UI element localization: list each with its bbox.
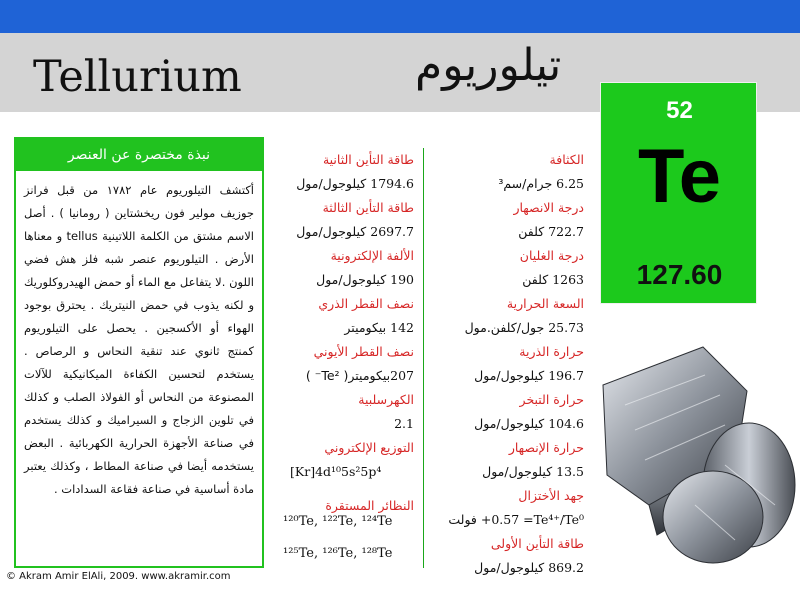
property-unit: جرام/سم³ bbox=[498, 176, 553, 191]
title-english: Tellurium bbox=[33, 52, 242, 102]
property-unit: فولت bbox=[448, 512, 477, 527]
property-value-row bbox=[432, 364, 584, 388]
top-bar bbox=[0, 0, 800, 33]
property-value: +0.57 =Te⁴⁺/Te⁰ bbox=[480, 512, 584, 527]
title-arabic: تيلوريوم bbox=[415, 40, 562, 91]
tellurium-sample-image bbox=[585, 335, 797, 585]
property-label: جهد الأختزال bbox=[518, 488, 584, 503]
property-value-row bbox=[432, 412, 584, 436]
summary-box bbox=[14, 137, 264, 568]
property-value-row bbox=[290, 220, 414, 244]
property-value: 190 bbox=[390, 272, 414, 287]
property-unit: كيلوجول/مول bbox=[482, 464, 553, 479]
property-value-row bbox=[432, 316, 584, 340]
property-value: 2697.7 bbox=[370, 224, 414, 239]
property-value-row bbox=[290, 364, 414, 388]
element-symbol: Te bbox=[637, 134, 722, 219]
property-label: نصف القطر الأيوني bbox=[313, 344, 414, 359]
electron-configuration: [Kr]4d¹⁰5s²5p⁴ bbox=[290, 464, 382, 479]
property-value-row bbox=[432, 268, 584, 292]
property-label: حرارة الإنصهار bbox=[508, 440, 584, 455]
property-label: التوزيع الإلكتروني bbox=[324, 440, 414, 455]
property-value: 1794.6 bbox=[370, 176, 414, 191]
property-value: 207 bbox=[390, 368, 414, 383]
property-label: حرارة التبخر bbox=[519, 392, 584, 407]
isotopes-row-2: ¹²⁵Te, ¹²⁶Te, ¹²⁸Te bbox=[283, 546, 393, 561]
property-value-row bbox=[290, 316, 414, 340]
property-label: طاقة التأين الأولى bbox=[490, 536, 584, 551]
property-label: الكثافة bbox=[549, 152, 584, 167]
property-value-row bbox=[432, 556, 584, 580]
property-value: 142 bbox=[390, 320, 414, 335]
property-label: درجة الانصهار bbox=[513, 200, 584, 215]
property-value: 25.73 bbox=[548, 320, 584, 335]
property-value: 104.6 bbox=[548, 416, 584, 431]
property-value: 6.25 bbox=[556, 176, 584, 191]
property-unit: كيلوجول/مول bbox=[296, 224, 367, 239]
property-unit: كيلوجول/مول bbox=[296, 176, 367, 191]
isotopes-row-1: ¹²⁰Te, ¹²²Te, ¹²⁴Te bbox=[283, 514, 393, 529]
element-tile bbox=[600, 82, 757, 304]
property-value: 2.1 bbox=[394, 416, 414, 431]
atomic-number: 52 bbox=[666, 97, 693, 124]
property-value-row bbox=[290, 460, 414, 484]
property-unit: كيلوجول/مول bbox=[474, 416, 545, 431]
property-unit: بيكوميتر bbox=[344, 320, 387, 335]
property-value-row bbox=[432, 172, 584, 196]
property-value: 196.7 bbox=[548, 368, 584, 383]
property-label: درجة الغليان bbox=[519, 248, 584, 263]
property-unit: كلفن bbox=[518, 224, 545, 239]
property-label: السعة الحرارية bbox=[506, 296, 584, 311]
property-value-row bbox=[290, 172, 414, 196]
property-value-row bbox=[432, 460, 584, 484]
property-value-row bbox=[290, 412, 414, 436]
property-value: 1263 bbox=[552, 272, 584, 287]
property-label: النظائر المستقرة bbox=[325, 498, 414, 513]
property-unit: كيلوجول/مول bbox=[474, 368, 545, 383]
property-unit: بيكوميتر( Te²⁻ ) bbox=[305, 368, 391, 383]
property-label: طاقة التأين الثالثة bbox=[322, 200, 414, 215]
properties-left-column bbox=[290, 148, 414, 542]
property-unit: جول/كلفن.مول bbox=[464, 320, 545, 335]
property-label: طاقة التأين الثانية bbox=[322, 152, 414, 167]
column-divider bbox=[423, 148, 424, 568]
property-unit: كلفن bbox=[522, 272, 549, 287]
property-value: 13.5 bbox=[556, 464, 584, 479]
summary-text: أكتشف التيلوريوم عام ١٧٨٢ من قبل فرانز جوزيف مولير فون ريخشتاين ( رومانيا ) . أصل الاسم مشتق من الكلمة اللاتينية tellus و معناها الأرض . التيلوريوم عنصر شبه فلز هش فضي اللون .لا يتفاعل مع الماء أو حمض الهيدروكلوريك و لكنه يذوب في حمض النيتريك . يحترق بوجود الهواء أو الأكسجين . يحصل على التيلوريوم كمنتج ثانوي عند تنقية النحاس و الرصاص . يستخدم لتحسين الكفاءة الميكانيكية للآلات المصنوعة من النحاس أو الفولاذ الصلب و كذلك في تلوين الزجاج و السيراميك و كذلك يستخدم في صناعة الأجهزة الحرارية الكهربائية . البعض يستخدمه أيضا في صناعة المطاط ، وكذلك يعتبر مادة أساسية في صناعة فقاعة السدادات . bbox=[24, 183, 254, 496]
property-label: الألفة الإلكترونية bbox=[330, 248, 414, 263]
properties-right-column bbox=[432, 148, 584, 580]
property-value-row bbox=[290, 268, 414, 292]
summary-heading: نبذة مختصرة عن العنصر bbox=[16, 139, 262, 171]
property-label: الكهرسلبية bbox=[358, 392, 414, 407]
property-value: 722.7 bbox=[548, 224, 584, 239]
property-unit: كيلوجول/مول bbox=[316, 272, 387, 287]
property-value-row bbox=[432, 508, 584, 532]
atomic-mass: 127.60 bbox=[636, 259, 723, 290]
property-label: نصف القطر الذري bbox=[318, 296, 414, 311]
property-value: 869.2 bbox=[548, 560, 584, 575]
property-unit: كيلوجول/مول bbox=[474, 560, 545, 575]
copyright-text: © Akram Amir ElAli, 2009. www.akramir.com bbox=[6, 571, 231, 582]
property-value-row bbox=[432, 220, 584, 244]
property-label: حرارة الذرية bbox=[519, 344, 584, 359]
